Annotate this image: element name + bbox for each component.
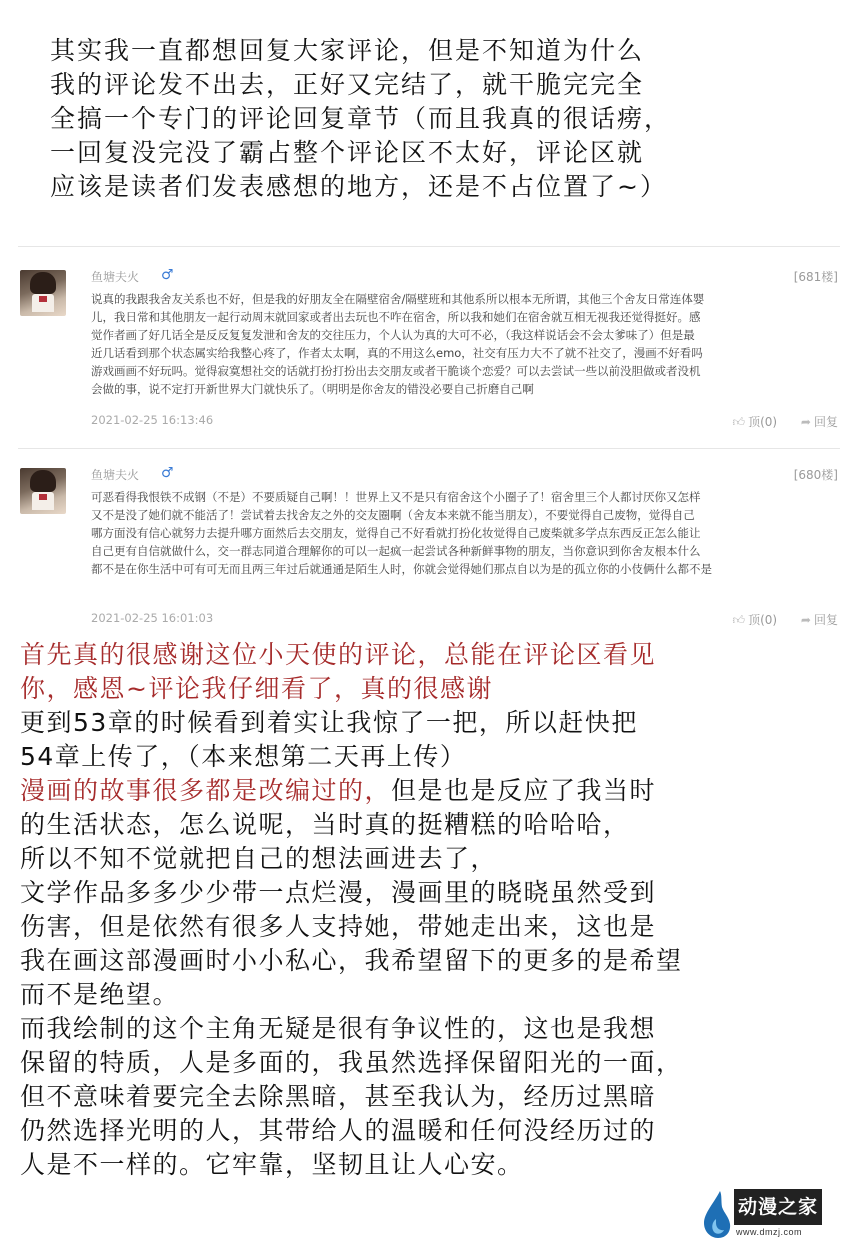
thumbs-up-icon: 👍︎ [732, 415, 746, 429]
intro-line: 一回复没完没了霸占整个评论区不太好，评论区就 [50, 138, 645, 167]
comment-timestamp: 2021-02-25 16:01:03 [91, 611, 214, 625]
reply-label: 回复 [813, 613, 838, 627]
like-button[interactable] [723, 415, 778, 429]
reply-line [20, 1012, 845, 1046]
comment-line: 可恶看得我恨铁不成钢（不是）不要质疑自己啊！！世界上又不是只有宿舍这个小圈子了！宿舍里三个人都讨厌你又怎样 [91, 490, 701, 504]
highlight-text: 漫画的故事很多都是改编过的， [20, 776, 392, 805]
reply-label: 回复 [813, 415, 838, 429]
username-link[interactable]: 鱼塘夫火 [91, 468, 140, 482]
reply-line [20, 740, 845, 774]
intro-line: 我的评论发不出去，正好又完结了，就干脆完完全 [50, 70, 645, 99]
comment-line: 说真的我跟我舍友关系也不好，但是我的好朋友全在隔壁宿舍/隔壁班和其他系所以根本无所谓，其他三个舍友日常连体婴 [91, 292, 705, 306]
comment-actions [713, 611, 838, 628]
reply-button[interactable] [791, 415, 838, 429]
thumbs-up-icon: 👍︎ [732, 613, 746, 627]
reply-line [20, 1080, 845, 1114]
comment-line: 觉作者画了好几话全是反反复复发泄和舍友的交往压力，个人认为真的大可不必，（我这样说话会不会太爹味了）但是最 [91, 328, 695, 342]
intro-line: 应该是读者们发表感想的地方，还是不占位置了~） [50, 172, 667, 201]
reply-line [20, 1046, 845, 1080]
comment-line: 近几话看到那个状态属实给我整心疼了，作者太太啊，真的不用这么emo，社交有压力大不了就不社交了，漫画不好看吗 [91, 346, 703, 360]
author-reply-text [20, 638, 845, 1182]
comment-line: 自己更有自信就做什么，交一群志同道合理解你的可以一起疯一起尝试各种新鲜事物的朋友，当你意识到你舍友根本什么 [91, 544, 701, 558]
avatar[interactable] [20, 468, 66, 514]
like-label: 顶(0) [748, 613, 778, 627]
body-text: 人是不一样的。它牢靠，坚韧且让人心安。 [20, 1150, 524, 1179]
body-text: 54章上传了，（本来想第二天再上传） [20, 742, 467, 771]
reply-line [20, 1114, 845, 1148]
comment-timestamp: 2021-02-25 16:13:46 [91, 413, 214, 427]
body-text: 伤害，但是依然有很多人支持她，带她走出来，这也是 [20, 912, 657, 941]
reply-line [20, 910, 845, 944]
floor-number: [680楼] [793, 468, 838, 482]
reply-line [20, 1148, 845, 1182]
male-gender-icon: ♂ [161, 267, 174, 283]
water-drop-icon [700, 1189, 734, 1239]
logo-url: www.dmzj.com [736, 1227, 803, 1237]
like-button[interactable] [723, 613, 778, 627]
reply-arrow-icon: ➦ [800, 613, 811, 627]
body-text: 而不是绝望。 [20, 980, 180, 1009]
comment-line: 哪方面没有信心就努力去提升哪方面然后去交朋友，觉得自己不好看就打扮化妆觉得自己废柴就多学点东西反正怎么能让 [91, 526, 701, 540]
body-text: 但不意味着要完全去除黑暗，甚至我认为，经历过黑暗 [20, 1082, 657, 1111]
comment-text [91, 488, 843, 578]
intro-line: 其实我一直都想回复大家评论，但是不知道为什么 [50, 36, 645, 65]
reply-line [20, 638, 845, 672]
reply-line [20, 706, 845, 740]
intro-text [50, 34, 830, 204]
comment-line: 都不是在你生活中可有可无而且两三年过后就通通是陌生人时，你就会觉得她们那点自以为是的孤立你的小伎俩什么都不是 [91, 562, 712, 576]
highlight-text: 你，感恩~评论我仔细看了，真的很感谢 [20, 674, 493, 703]
reply-line [20, 774, 845, 808]
body-text: 所以不知不觉就把自己的想法画进去了， [20, 844, 498, 873]
reply-line [20, 876, 845, 910]
logo-text: 动漫之家 [734, 1189, 822, 1225]
comment-text [91, 290, 843, 398]
highlight-text: 首先真的很感谢这位小天使的评论，总能在评论区看见 [20, 640, 657, 669]
divider [18, 448, 840, 449]
body-text: 但是也是反应了我当时 [391, 776, 657, 805]
body-text: 的生活状态，怎么说呢，当时真的挺糟糕的哈哈哈， [20, 810, 630, 839]
comment-actions [713, 413, 838, 430]
body-text: 仍然选择光明的人，其带给人的温暖和任何没经历过的 [20, 1116, 657, 1145]
reply-arrow-icon: ➦ [800, 415, 811, 429]
body-text: 我在画这部漫画时小小私心，我希望留下的更多的是希望 [20, 946, 683, 975]
comment-line: 又不是没了她们就不能活了！尝试着去找舍友之外的交友圈啊（舍友本来就不能当朋友），不要觉得自己废物，觉得自己 [91, 508, 695, 522]
floor-number: [681楼] [793, 270, 838, 284]
body-text: 而我绘制的这个主角无疑是很有争议性的，这也是我想 [20, 1014, 657, 1043]
comment-line: 儿，我日常和其他朋友一起行动周末就回家或者出去玩也不咋在宿舍，所以我和她们在宿舍就互相无视我还觉得挺好。感 [91, 310, 701, 324]
male-gender-icon: ♂ [161, 465, 174, 481]
avatar[interactable] [20, 270, 66, 316]
site-logo [700, 1187, 825, 1243]
username-link[interactable]: 鱼塘夫火 [91, 270, 140, 284]
reply-line [20, 672, 845, 706]
reply-line [20, 808, 845, 842]
reply-button[interactable] [791, 613, 838, 627]
body-text: 保留的特质，人是多面的，我虽然选择保留阳光的一面， [20, 1048, 683, 1077]
reply-line [20, 842, 845, 876]
intro-line: 全搞一个专门的评论回复章节（而且我真的很话痨， [50, 104, 672, 133]
comment-line: 游戏画画不好玩吗。觉得寂寞想社交的话就打扮打扮出去交朋友或者干脆谈个恋爱？可以去尝试一些以前没胆做或者没机 [91, 364, 701, 378]
like-label: 顶(0) [748, 415, 778, 429]
reply-line [20, 944, 845, 978]
body-text: 更到53章的时候看到着实让我惊了一把，所以赶快把 [20, 708, 638, 737]
divider [18, 246, 840, 247]
comment-card [18, 466, 840, 636]
comment-card [18, 268, 840, 438]
reply-line [20, 978, 845, 1012]
comment-line: 会做的事，说不定打开新世界大门就快乐了。（明明是你舍友的错没必要自己折磨自己啊 [91, 382, 534, 396]
body-text: 文学作品多多少少带一点烂漫，漫画里的晓晓虽然受到 [20, 878, 657, 907]
